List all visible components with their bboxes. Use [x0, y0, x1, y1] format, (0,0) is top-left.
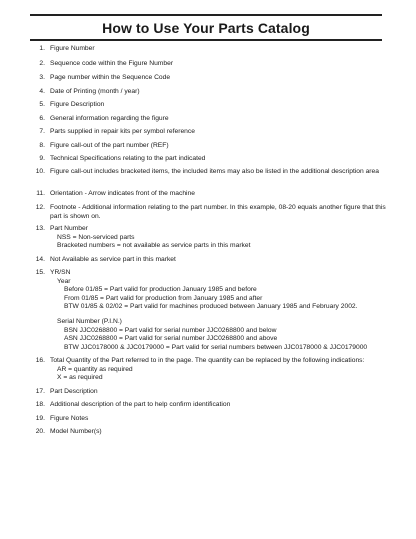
item-heading: Total Quantity of the Part referred to in the page. The quantity can be replaced by the following indications:	[50, 357, 365, 364]
title-banner	[30, 14, 382, 41]
item-text	[50, 357, 395, 383]
item-number: 12.	[35, 204, 45, 211]
item-number: 14.	[35, 256, 45, 263]
item-number: 15.	[35, 269, 45, 276]
item-text: Figure call-out of the part number (REF)	[50, 142, 169, 149]
year-line: BTW 01/85 & 02/02 = Part valid for machines produced between January 1985 and February 2002.	[64, 303, 358, 311]
item-text: Sequence code within the Figure Number	[50, 60, 174, 67]
item-number: 1.	[39, 45, 45, 52]
item-number: 9.	[39, 155, 45, 162]
item-text: Figure Notes	[50, 415, 89, 422]
item-number: 20.	[35, 428, 45, 435]
item-text: Not Available as service part in this market	[50, 256, 176, 263]
serial-line: BSN JJC0268800 = Part valid for serial number JJC0268800 and below	[64, 326, 277, 334]
year-label: Year	[57, 277, 71, 285]
item-text: Part Description	[50, 388, 98, 395]
item-number: 10.	[35, 168, 45, 175]
item-text: General information regarding the figure	[50, 115, 169, 122]
item-heading: YR/SN	[50, 269, 71, 276]
item-text: Page number within the Sequence Code	[50, 74, 171, 81]
item-text: Figure call-out includes bracketed items, the included items may also be listed in the additional description area	[50, 168, 379, 175]
serial-line: ASN JJC0268800 = Part valid for serial number JJC0268800 and above	[64, 335, 278, 343]
item-number: 18.	[35, 401, 45, 408]
item-detail-line: NSS = Non-serviced parts	[57, 233, 135, 241]
item-text: Figure Number	[50, 45, 95, 52]
item-number: 2.	[39, 60, 45, 67]
serial-line: BTW JJC0178000 & JJC0179000 = Part valid for serial numbers between JJC0178000 & JJC0179000	[64, 343, 368, 351]
item-text: Technical Specifications relating to the part indicated	[50, 155, 206, 162]
item-number: 13.	[35, 225, 45, 232]
item-number: 11.	[36, 190, 45, 197]
item-text	[50, 269, 395, 352]
year-line: Before 01/85 = Part valid for production January 1985 and before	[64, 286, 257, 294]
item-detail-line: X = as required	[57, 374, 103, 382]
serial-label: Serial Number (P.I.N.)	[57, 317, 122, 325]
item-detail-line: Bracketed numbers = not available as service parts in this market	[57, 242, 251, 250]
item-detail-line: AR = quantity as required	[57, 365, 133, 373]
item-number: 6.	[39, 115, 45, 122]
item-text: Model Number(s)	[50, 428, 102, 435]
year-line: From 01/85 = Part valid for production from January 1985 and after	[64, 294, 263, 302]
item-number: 19.	[35, 415, 45, 422]
item-text: Date of Printing (month / year)	[50, 88, 140, 95]
item-text: Parts supplied in repair kits per symbol reference	[50, 128, 195, 135]
item-text: Additional description of the part to help confirm identification	[50, 401, 231, 408]
item-number: 3.	[39, 74, 45, 81]
item-number: 17.	[35, 388, 45, 395]
item-number: 5.	[39, 101, 45, 108]
page-title: How to Use Your Parts Catalog	[102, 19, 310, 36]
item-number: 7.	[39, 128, 45, 135]
item-number: 4.	[39, 88, 45, 95]
item-number: 16.	[35, 357, 45, 364]
item-text	[50, 225, 395, 251]
item-text: Orientation - Arrow indicates front of the machine	[50, 190, 195, 197]
item-number: 8.	[39, 142, 45, 149]
item-text: Footnote - Additional information relating to the part number. In this example, 08-20 equals another figure that this part is shown on.	[50, 204, 386, 220]
item-text: Figure Description	[50, 101, 105, 108]
item-heading: Part Number	[50, 225, 88, 232]
